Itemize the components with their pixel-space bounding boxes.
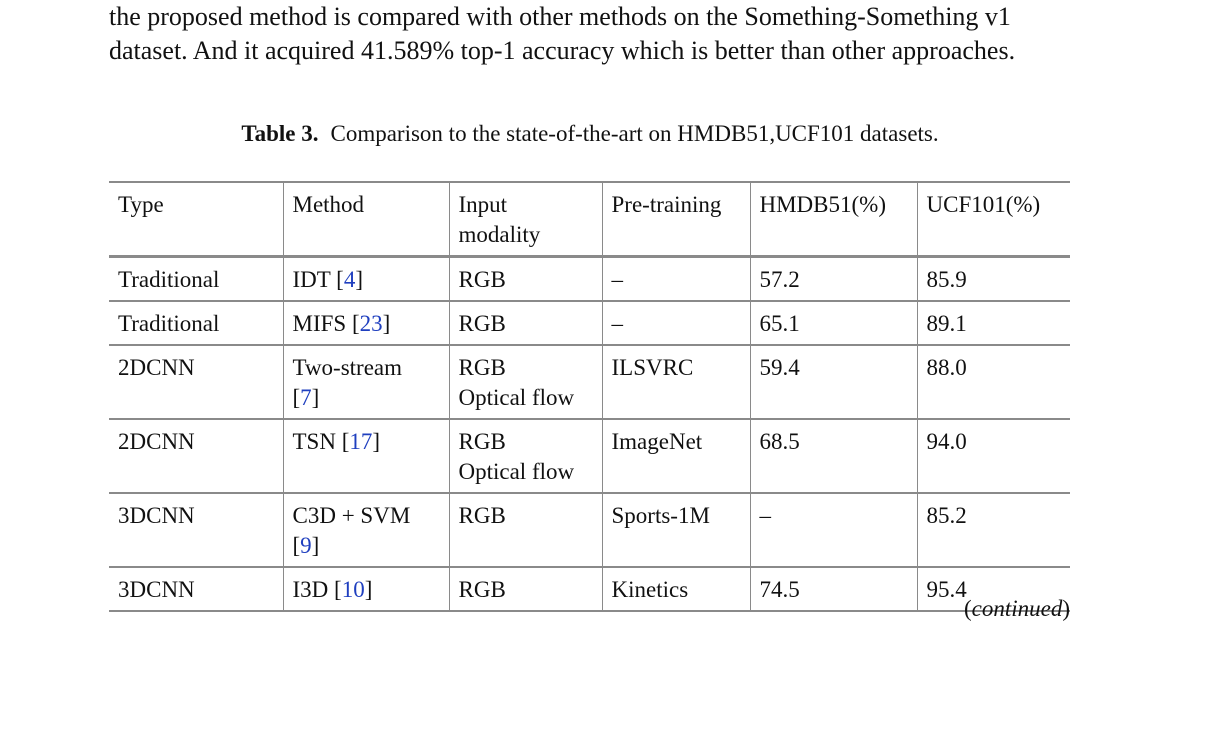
cell-method: C3D + SVM [9] — [283, 493, 449, 567]
cell-method: I3D [10] — [283, 567, 449, 611]
table-caption — [0, 121, 1180, 147]
method-name: TSN — [292, 429, 336, 454]
cell-type: Traditional — [118, 267, 220, 292]
input-optical-flow: Optical flow — [458, 459, 575, 484]
citation-link[interactable]: 23 — [359, 311, 383, 336]
citation-link[interactable]: 7 — [300, 385, 312, 410]
cell-input: RGB — [449, 567, 602, 611]
cell-type: 3DCNN — [118, 577, 195, 602]
cell-method: TSN [17] — [283, 419, 449, 493]
cell-hmdb51: 59.4 — [750, 345, 917, 419]
cell-pretraining: Sports-1M — [602, 493, 750, 567]
intro-line-1: the proposed method is compared with other methods on the Something-Something v1 — [109, 2, 1011, 31]
cell-hmdb51: 57.2 — [750, 257, 917, 302]
cell-ucf101: 85.2 — [917, 493, 1070, 567]
intro-line-2: dataset. And it acquired 41.589% top-1 accuracy which is better than other approaches. — [109, 36, 1016, 65]
cell-pretraining: – — [602, 257, 750, 302]
cell-type: 2DCNN — [118, 429, 195, 454]
table-row — [109, 345, 1070, 419]
cell-ucf101: 85.9 — [917, 257, 1070, 302]
cell-input: RGB — [449, 257, 602, 302]
method-name: MIFS — [292, 311, 347, 336]
cell-method: Two-stream [7] — [283, 345, 449, 419]
header-type: Type — [118, 192, 164, 217]
citation-link[interactable]: 9 — [300, 533, 312, 558]
header-ucf101: UCF101(%) — [917, 182, 1070, 257]
cell-pretraining: Kinetics — [602, 567, 750, 611]
header-method: Method — [283, 182, 449, 257]
cell-type: 3DCNN — [118, 503, 195, 528]
cell-hmdb51: 68.5 — [750, 419, 917, 493]
table-row — [109, 419, 1070, 493]
cell-method: IDT [4] — [283, 257, 449, 302]
cell-input: RGB — [449, 301, 602, 345]
input-optical-flow: Optical flow — [458, 385, 575, 410]
method-name: Two-stream — [292, 355, 403, 380]
cell-hmdb51: 74.5 — [750, 567, 917, 611]
citation-link[interactable]: 17 — [349, 429, 373, 454]
citation-link[interactable]: 10 — [341, 577, 365, 602]
cell-ucf101: 95.4 — [917, 567, 1070, 611]
input-rgb: RGB — [458, 355, 506, 380]
table-row — [109, 301, 1070, 345]
cell-input — [449, 419, 602, 493]
cell-input: RGB — [449, 493, 602, 567]
caption-label: Table 3. — [241, 121, 319, 146]
cell-hmdb51: – — [750, 493, 917, 567]
results-table — [109, 181, 1070, 612]
table-row — [109, 257, 1070, 302]
cell-pretraining: ILSVRC — [602, 345, 750, 419]
method-name: IDT — [292, 267, 331, 292]
cell-pretraining: ImageNet — [602, 419, 750, 493]
cell-method: MIFS [23] — [283, 301, 449, 345]
input-rgb: RGB — [458, 429, 506, 454]
header-pre-training: Pre-training — [602, 182, 750, 257]
cell-type: Traditional — [118, 311, 220, 336]
table-header-row — [109, 182, 1070, 257]
continued-text: continued — [971, 596, 1063, 621]
cell-ucf101: 88.0 — [917, 345, 1070, 419]
method-name: C3D + SVM — [292, 503, 411, 528]
method-name: I3D — [292, 577, 329, 602]
citation-link[interactable]: 4 — [343, 267, 356, 292]
cell-hmdb51: 65.1 — [750, 301, 917, 345]
header-input-modality: Input modality — [449, 182, 602, 257]
cell-ucf101: 89.1 — [917, 301, 1070, 345]
table-row — [109, 567, 1070, 611]
continued-note: (continued) — [963, 596, 1070, 621]
caption-text: Comparison to the state-of-the-art on HMDB51,UCF101 datasets. — [330, 121, 939, 146]
header-hmdb51: HMDB51(%) — [750, 182, 917, 257]
intro-paragraph — [109, 0, 1089, 68]
cell-ucf101: 94.0 — [917, 419, 1070, 493]
cell-pretraining: – — [602, 301, 750, 345]
cell-type: 2DCNN — [118, 355, 195, 380]
table-row — [109, 493, 1070, 567]
cell-input — [449, 345, 602, 419]
